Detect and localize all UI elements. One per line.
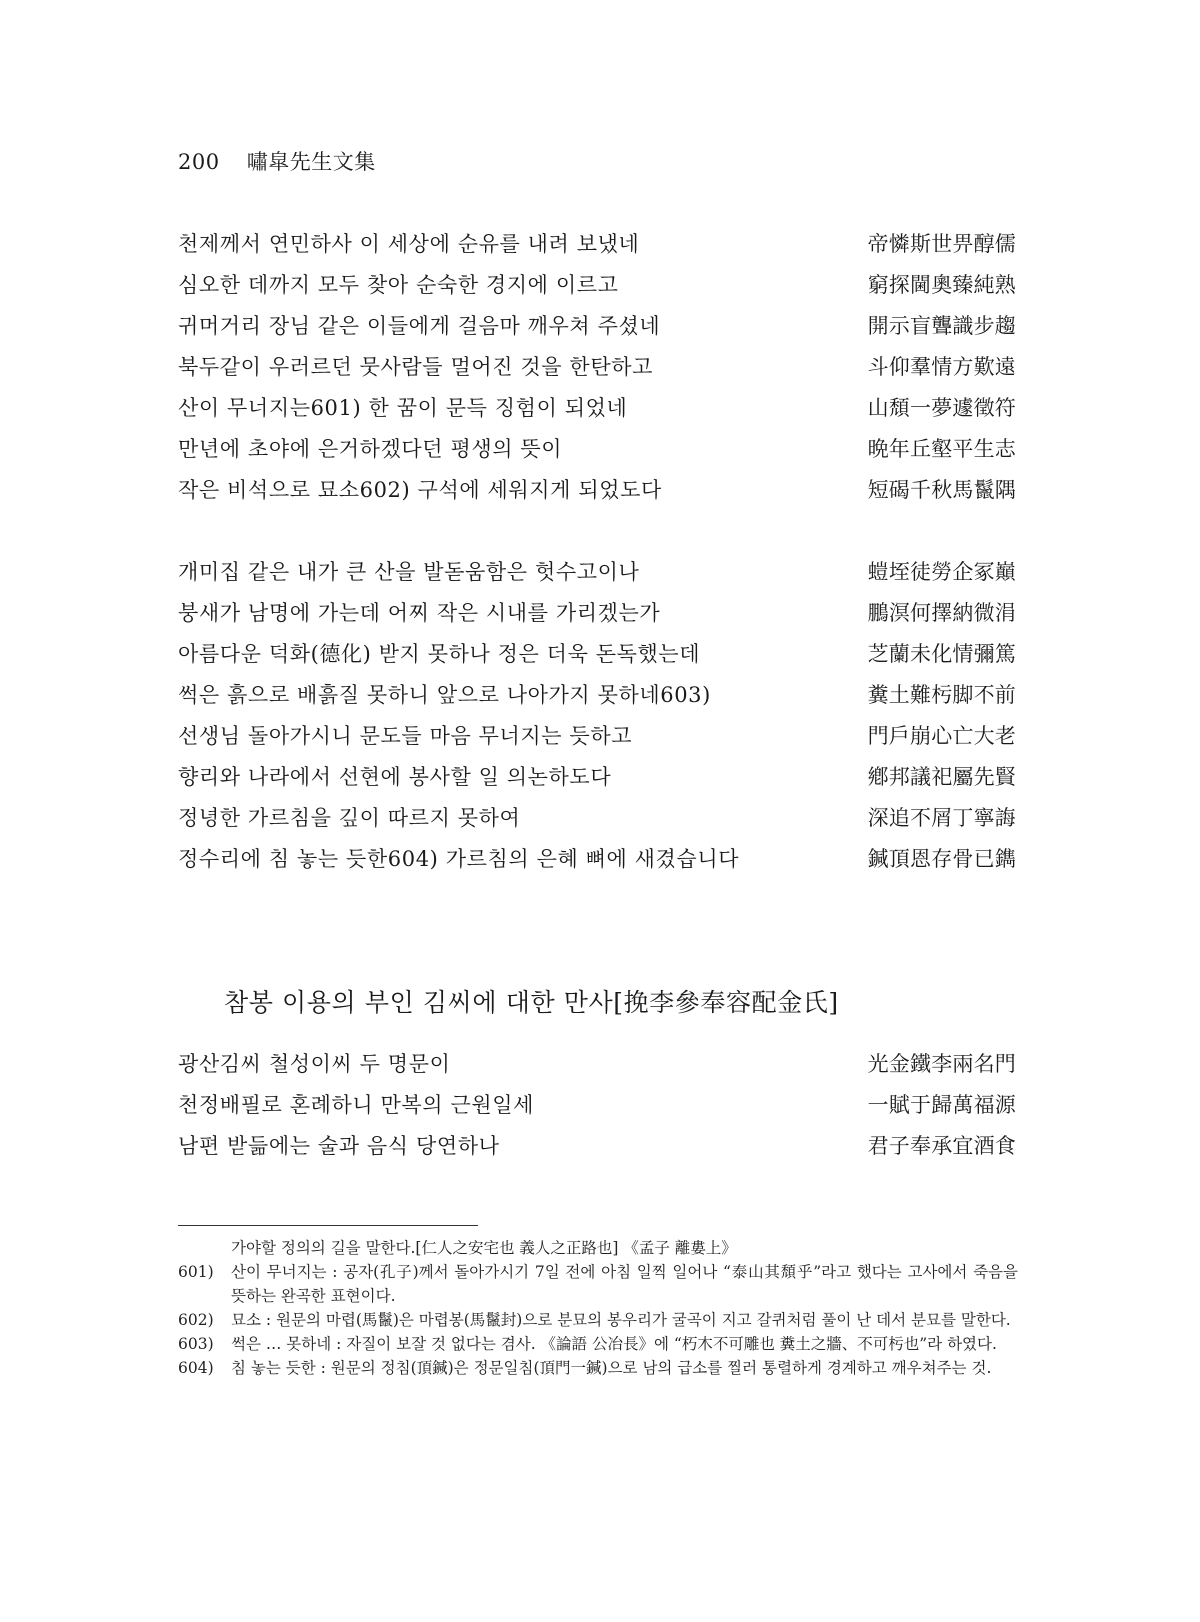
footnote-text: 산이 무너지는 : 공자(孔子)께서 돌아가시기 7일 전에 아침 일찍 일어나 “泰山其頹乎”라고 했다는 고사에서 죽음을 뜻하는 완곡한 표현이다.: [231, 1263, 1018, 1305]
hanja-verse: 帝憐斯世畀醇儒: [867, 232, 1016, 256]
korean-verse: 향리와 나라에서 선현에 봉사할 일 의논하도다: [178, 765, 612, 789]
poem-line: [178, 1131, 1016, 1161]
footnote: [178, 1260, 1018, 1308]
hanja-verse: 螘垤徒勞企冢巔: [867, 560, 1016, 584]
footnote-text: 썩은 … 못하네 : 자질이 보잘 것 없다는 겸사. 《論語 公冶長》에 “朽木不可雕也 糞土之牆、不可杇也”라 하였다.: [231, 1335, 997, 1353]
footnote-divider: [178, 1225, 478, 1226]
poem-line: [178, 352, 1016, 382]
footnote-number: 604): [178, 1359, 214, 1377]
hanja-verse: 窮探閫奧臻純熟: [867, 273, 1016, 297]
poem-line: [178, 1049, 1016, 1079]
hanja-verse: 斗仰羣情方歎遠: [867, 355, 1016, 379]
korean-verse: 선생님 돌아가시니 문도들 마음 무너지는 듯하고: [178, 724, 633, 748]
poem-line: [178, 229, 1016, 259]
page-number: 200: [178, 150, 220, 174]
korean-verse: 천제께서 연민하사 이 세상에 순유를 내려 보냈네: [178, 232, 640, 256]
hanja-verse: 君子奉承宜酒食: [867, 1134, 1016, 1158]
hanja-verse: 芝蘭未化情彌篤: [867, 642, 1016, 666]
korean-verse: 아름다운 덕화(德化) 받지 못하나 정은 더욱 돈독했는데: [178, 642, 701, 666]
poem-line: [178, 1090, 1016, 1120]
poem-line: [178, 270, 1016, 300]
hanja-verse: 一賦于歸萬福源: [867, 1093, 1016, 1117]
poem-line: [178, 557, 1016, 587]
hanja-verse: 鵬溟何擇納微涓: [867, 601, 1016, 625]
running-header: [178, 146, 376, 176]
footnote-number: 603): [178, 1335, 214, 1353]
footnotes: [178, 1236, 1018, 1380]
poem-line: [178, 598, 1016, 628]
poem-line: [178, 803, 1016, 833]
poem-line: [178, 311, 1016, 341]
poem-line: [178, 639, 1016, 669]
hanja-verse: 深追不屑丁寧誨: [867, 806, 1016, 830]
hanja-verse: 糞土難杇脚不前: [867, 683, 1016, 707]
footnote: [178, 1356, 1018, 1380]
section-title: 참봉 이용의 부인 김씨에 대한 만사[挽李參奉容配金氏]: [224, 988, 839, 1017]
poem-line: [178, 393, 1016, 423]
korean-verse: 작은 비석으로 묘소602) 구석에 세워지게 되었도다: [178, 478, 662, 502]
hanja-verse: 晩年丘壑平生志: [867, 437, 1016, 461]
poem-line: [178, 434, 1016, 464]
poem-line: [178, 475, 1016, 505]
hanja-verse: 短碣千秋馬鬣隅: [867, 478, 1016, 502]
hanja-verse: 門戶崩心亡大老: [867, 724, 1016, 748]
footnote-continuation: 가야할 정의의 길을 말한다.[仁人之安宅也 義人之正路也] 《孟子 離婁上》: [231, 1239, 737, 1257]
hanja-verse: 山頹一夢遽徵符: [867, 396, 1016, 420]
hanja-verse: 開示盲聾識步趨: [867, 314, 1016, 338]
footnote-text: 침 놓는 듯한 : 원문의 정침(頂鍼)은 정문일침(頂門一鍼)으로 남의 급소를 찔러 통렬하게 경계하고 깨우쳐주는 것.: [231, 1359, 992, 1377]
korean-verse: 개미집 같은 내가 큰 산을 발돋움함은 헛수고이나: [178, 560, 640, 584]
book-title: 嘯皐先生文集: [246, 150, 376, 174]
korean-verse: 심오한 데까지 모두 찾아 순숙한 경지에 이르고: [178, 273, 619, 297]
korean-verse: 만년에 초야에 은거하겠다던 평생의 뜻이: [178, 437, 563, 461]
korean-verse: 붕새가 남명에 가는데 어찌 작은 시내를 가리겠는가: [178, 601, 661, 625]
footnote-number: 601): [178, 1263, 214, 1281]
korean-verse: 썩은 흙으로 배흙질 못하니 앞으로 나아가지 못하네603): [178, 683, 711, 707]
korean-verse: 북두같이 우러르던 뭇사람들 멀어진 것을 한탄하고: [178, 355, 653, 379]
korean-verse: 천정배필로 혼례하니 만복의 근원일세: [178, 1093, 535, 1117]
poem-line: [178, 762, 1016, 792]
poem-line: [178, 844, 1016, 874]
footnote: [178, 1308, 1018, 1332]
footnote-number: 602): [178, 1311, 214, 1329]
korean-verse: 광산김씨 철성이씨 두 명문이: [178, 1052, 451, 1076]
korean-verse: 남편 받듦에는 술과 음식 당연하나: [178, 1134, 500, 1158]
korean-verse: 정수리에 침 놓는 듯한604) 가르침의 은혜 뼈에 새겼습니다: [178, 847, 740, 871]
footnote-text: 묘소 : 원문의 마렵(馬鬣)은 마렵봉(馬鬣封)으로 분묘의 봉우리가 굴곡이 지고 갈퀴처럼 풀이 난 데서 분묘를 말한다.: [231, 1311, 1011, 1329]
poem-line: [178, 721, 1016, 751]
korean-verse: 산이 무너지는601) 한 꿈이 문득 징험이 되었네: [178, 396, 628, 420]
footnote: [178, 1332, 1018, 1356]
hanja-verse: 鍼頂恩存骨已鐫: [867, 847, 1016, 871]
hanja-verse: 鄕邦議祀屬先賢: [867, 765, 1016, 789]
hanja-verse: 光金鐵李兩名門: [867, 1052, 1016, 1076]
poem-line: [178, 680, 1016, 710]
korean-verse: 귀머거리 장님 같은 이들에게 걸음마 깨우쳐 주셨네: [178, 314, 661, 338]
korean-verse: 정녕한 가르침을 깊이 따르지 못하여: [178, 806, 521, 830]
